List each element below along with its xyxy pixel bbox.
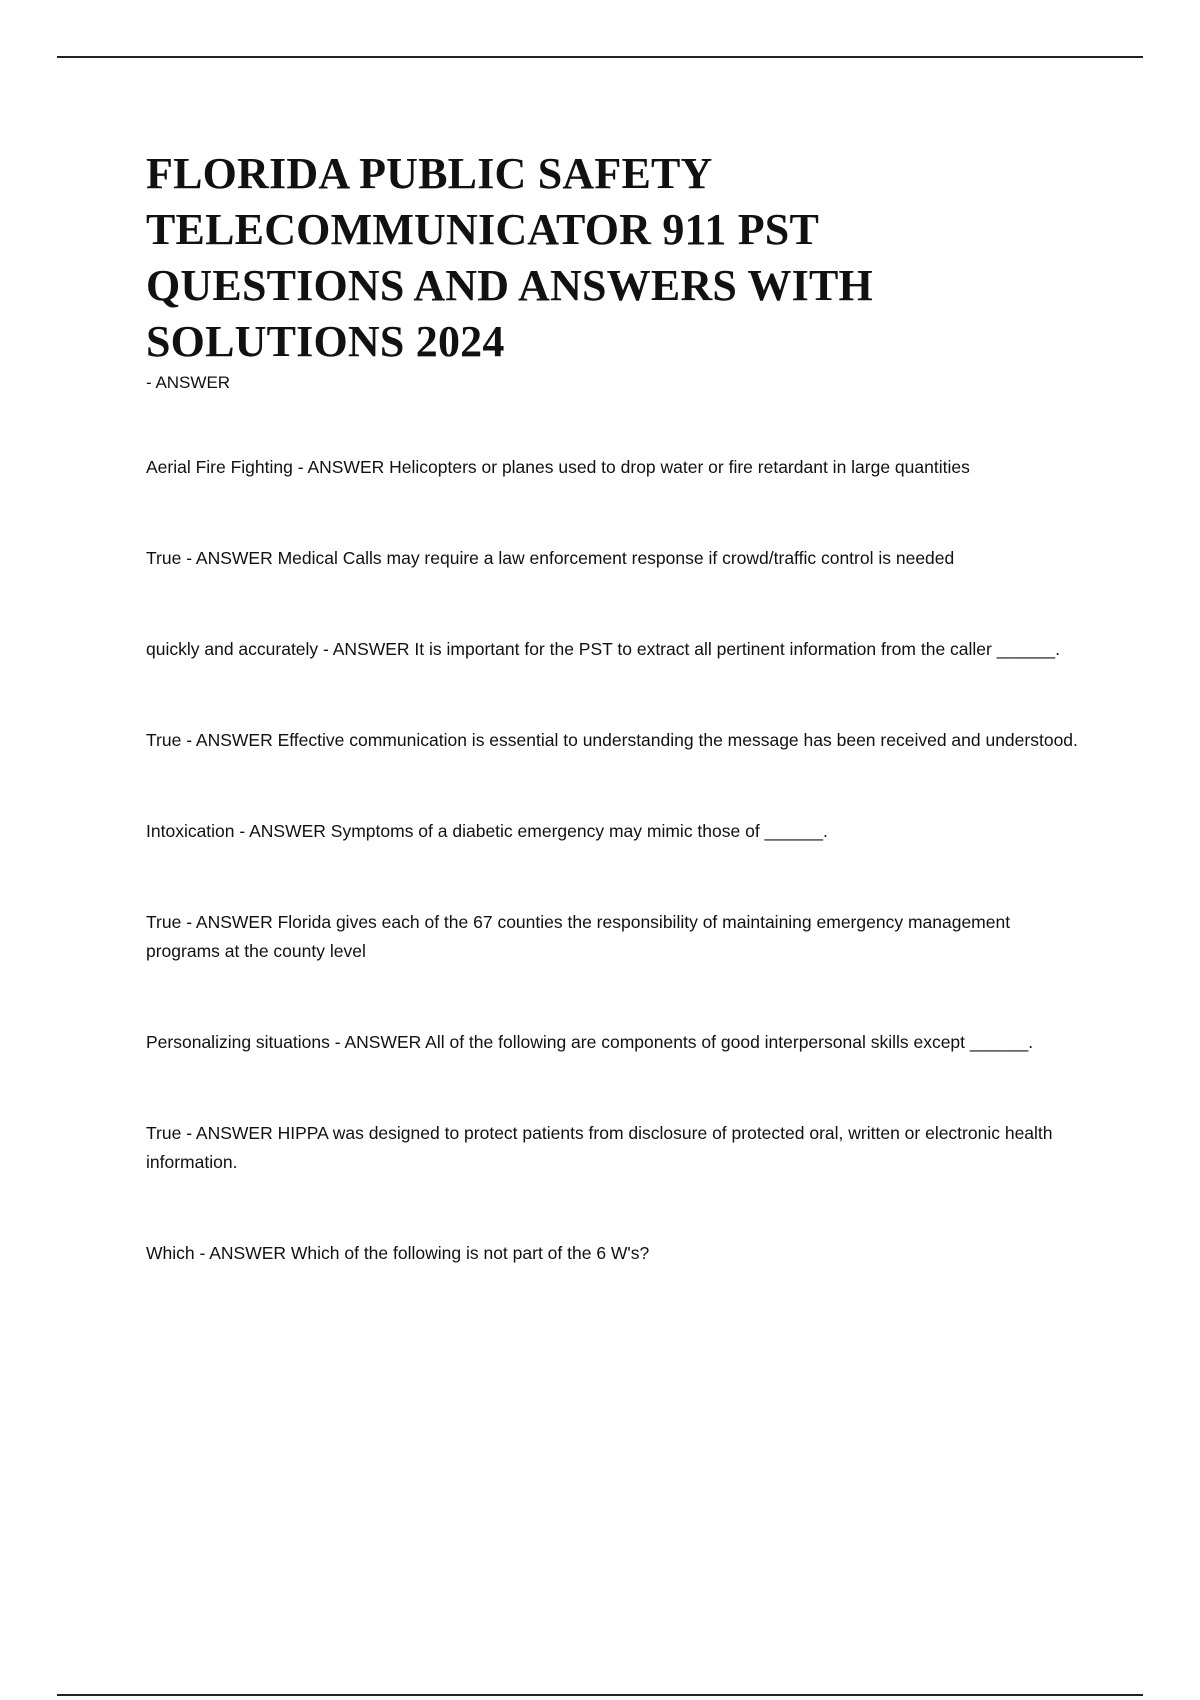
- qa-item: Which - ANSWER Which of the following is not part of the 6 W's?: [146, 1243, 650, 1263]
- title-line: SOLUTIONS 2024: [146, 317, 505, 366]
- bottom-rule: [57, 1694, 1143, 1696]
- qa-item: True - ANSWER Effective communication is essential to understanding the message has been received and understood.: [146, 730, 1078, 750]
- qa-item: Intoxication - ANSWER Symptoms of a diabetic emergency may mimic those of ______.: [146, 821, 828, 841]
- qa-item: True - ANSWER Medical Calls may require a law enforcement response if crowd/traffic control is needed: [146, 548, 955, 568]
- document-body: [146, 146, 1086, 1330]
- qa-item: True - ANSWER HIPPA was designed to protect patients from disclosure of protected oral, written or electronic health information.: [146, 1123, 1053, 1172]
- qa-item: quickly and accurately - ANSWER It is important for the PST to extract all pertinent information from the caller ______.: [146, 639, 1060, 659]
- document-subtitle: - ANSWER: [146, 373, 231, 392]
- qa-item: Aerial Fire Fighting - ANSWER Helicopters or planes used to drop water or fire retardant in large quantities: [146, 457, 970, 477]
- document-title: [146, 146, 1086, 370]
- title-line: FLORIDA PUBLIC SAFETY: [146, 149, 713, 198]
- title-line: TELECOMMUNICATOR 911 PST: [146, 205, 820, 254]
- qa-item: Personalizing situations - ANSWER All of the following are components of good interpersonal skills except ______.: [146, 1032, 1034, 1052]
- qa-item: True - ANSWER Florida gives each of the 67 counties the responsibility of maintaining emergency management programs at the county level: [146, 912, 1011, 961]
- title-line: QUESTIONS AND ANSWERS WITH: [146, 261, 873, 310]
- top-rule: [57, 56, 1143, 58]
- qa-list: [146, 453, 1086, 1268]
